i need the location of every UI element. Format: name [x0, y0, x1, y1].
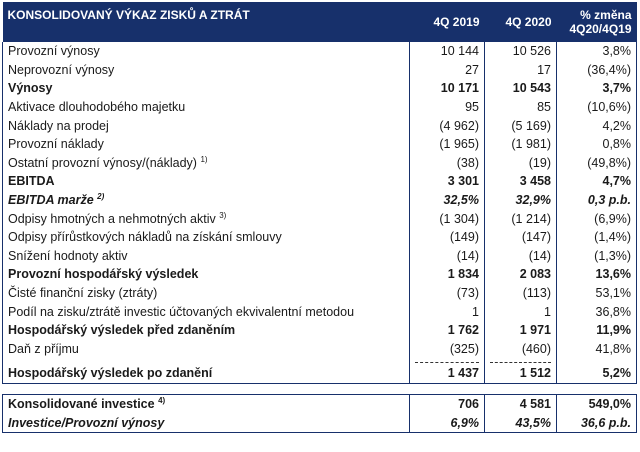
value-4q2020: 2 083 — [485, 265, 557, 284]
value-4q2020: (14) — [485, 247, 557, 266]
value-4q2020: (19) — [485, 154, 557, 173]
table-row — [3, 135, 637, 154]
value-4q2019: (149) — [410, 228, 485, 247]
table-row — [3, 209, 637, 228]
value-change: 4,7% — [557, 172, 637, 191]
row-label — [3, 413, 410, 432]
table-row — [3, 394, 637, 413]
value-change: 13,6% — [557, 265, 637, 284]
value-4q2020: 10 543 — [485, 79, 557, 98]
col-header-4q2019: 4Q 2019 — [410, 2, 485, 42]
value-change: (10,6%) — [557, 98, 637, 117]
value-4q2020: 1 971 — [485, 321, 557, 340]
value-4q2019: 1 834 — [410, 265, 485, 284]
value-4q2019: (325) — [410, 340, 485, 359]
row-label — [3, 209, 410, 228]
row-label-text: Investice/Provozní výnosy — [8, 415, 165, 430]
value-change: 53,1% — [557, 284, 637, 303]
value-change: 0,3 p.b. — [557, 191, 637, 210]
value-4q2020: (1 214) — [485, 209, 557, 228]
col-header-change-line2: 4Q20/4Q19 — [569, 22, 632, 36]
value-4q2019: 3 301 — [410, 172, 485, 191]
value-change: 3,8% — [557, 42, 637, 61]
value-4q2020: (113) — [485, 284, 557, 303]
row-label-text: Podíl na zisku/ztrátě investic účtovaných ekvivalentní metodou — [8, 304, 355, 319]
footnote-marker: 1) — [200, 154, 208, 164]
row-label-text: Snížení hodnoty aktiv — [8, 248, 128, 263]
row-label-text: Hospodářský výsledek před zdaněním — [8, 323, 236, 338]
value-4q2020: 3 458 — [485, 172, 557, 191]
value-4q2020: (1 981) — [485, 135, 557, 154]
value-4q2020: 85 — [485, 98, 557, 117]
row-label-text: Neprovozní výnosy — [8, 62, 115, 77]
value-change: (1,4%) — [557, 228, 637, 247]
value-change: (1,3%) — [557, 247, 637, 266]
row-label-text: Provozní náklady — [8, 137, 104, 152]
table-row — [3, 247, 637, 266]
row-label — [3, 247, 410, 266]
value-4q2020: 4 581 — [485, 394, 557, 413]
row-label-text: Odpisy přírůstkových nákladů na získání smlouvy — [8, 230, 282, 245]
row-label — [3, 116, 410, 135]
value-4q2019: 95 — [410, 98, 485, 117]
row-label-text: Daň z příjmu — [8, 341, 79, 356]
table-row — [3, 42, 637, 61]
table-row — [3, 364, 637, 383]
row-label — [3, 172, 410, 191]
footnote-marker: 2) — [97, 191, 105, 201]
row-label-text: Čisté finanční zisky (ztráty) — [8, 286, 158, 301]
table-row — [3, 98, 637, 117]
row-label-text: EBITDA marže — [8, 193, 94, 208]
income-statement-table — [2, 2, 637, 384]
value-4q2019: 32,5% — [410, 191, 485, 210]
value-change: 11,9% — [557, 321, 637, 340]
col-header-4q2020: 4Q 2020 — [485, 2, 557, 42]
row-label — [3, 302, 410, 321]
row-label-text: Výnosy — [8, 81, 53, 96]
value-4q2019: 10 144 — [410, 42, 485, 61]
value-4q2019: (38) — [410, 154, 485, 173]
row-label — [3, 79, 410, 98]
value-4q2020: (147) — [485, 228, 557, 247]
table-row — [3, 302, 637, 321]
table-row — [3, 340, 637, 359]
value-4q2019: 6,9% — [410, 413, 485, 432]
value-change: 41,8% — [557, 340, 637, 359]
value-change: (6,9%) — [557, 209, 637, 228]
value-change: 3,7% — [557, 79, 637, 98]
footnote-marker: 4) — [158, 395, 166, 405]
value-change: 36,8% — [557, 302, 637, 321]
row-label-text: EBITDA — [8, 174, 55, 189]
investment-table — [2, 394, 637, 433]
table-row — [3, 154, 637, 173]
value-4q2019: 1 — [410, 302, 485, 321]
col-header-change-line1: % změna — [580, 8, 632, 22]
row-label — [3, 284, 410, 303]
table-row — [3, 172, 637, 191]
value-change: (49,8%) — [557, 154, 637, 173]
table-row — [3, 413, 637, 432]
value-4q2020: 43,5% — [485, 413, 557, 432]
table-row — [3, 284, 637, 303]
value-change: 4,2% — [557, 116, 637, 135]
row-label-text: Ostatní provozní výnosy/(náklady) — [8, 155, 197, 170]
table-row — [3, 191, 637, 210]
value-4q2020: 10 526 — [485, 42, 557, 61]
col-header-change — [557, 2, 637, 42]
row-label — [3, 42, 410, 61]
value-4q2020: (460) — [485, 340, 557, 359]
row-label-text: Hospodářský výsledek po zdanění — [8, 366, 213, 381]
value-4q2019: 27 — [410, 61, 485, 80]
value-4q2019: (73) — [410, 284, 485, 303]
value-4q2019: 1 437 — [410, 364, 485, 383]
value-4q2020: 1 512 — [485, 364, 557, 383]
row-label — [3, 321, 410, 340]
table-row — [3, 265, 637, 284]
row-label — [3, 98, 410, 117]
value-4q2019: 1 762 — [410, 321, 485, 340]
table-row — [3, 79, 637, 98]
table-header — [3, 2, 637, 42]
row-label — [3, 228, 410, 247]
row-label-text: Aktivace dlouhodobého majetku — [8, 100, 186, 115]
table-row — [3, 61, 637, 80]
value-4q2019: 10 171 — [410, 79, 485, 98]
value-change: 549,0% — [557, 394, 637, 413]
row-label — [3, 340, 410, 359]
row-label-text: Náklady na prodej — [8, 118, 109, 133]
income-statement — [2, 2, 636, 433]
value-change: 36,6 p.b. — [557, 413, 637, 432]
value-4q2020: 32,9% — [485, 191, 557, 210]
table-body — [3, 42, 637, 383]
table-row — [3, 321, 637, 340]
table-title: KONSOLIDOVANÝ VÝKAZ ZISKŮ A ZTRÁT — [3, 2, 410, 42]
row-label-text: Odpisy hmotných a nehmotných aktiv — [8, 211, 216, 226]
row-label — [3, 364, 410, 383]
value-4q2020: 1 — [485, 302, 557, 321]
value-4q2019: (1 965) — [410, 135, 485, 154]
value-4q2019: 706 — [410, 394, 485, 413]
row-label — [3, 265, 410, 284]
value-4q2019: (4 962) — [410, 116, 485, 135]
row-label — [3, 154, 410, 173]
table-row — [3, 116, 637, 135]
value-4q2020: (5 169) — [485, 116, 557, 135]
row-label-text: Provozní výnosy — [8, 44, 100, 59]
row-label — [3, 394, 410, 413]
table-row — [3, 228, 637, 247]
value-change: 0,8% — [557, 135, 637, 154]
row-label-text: Konsolidované investice — [8, 396, 155, 411]
row-label — [3, 135, 410, 154]
investment-body — [3, 394, 637, 432]
row-label — [3, 191, 410, 210]
value-4q2020: 17 — [485, 61, 557, 80]
footnote-marker: 3) — [219, 210, 227, 220]
row-label-text: Provozní hospodářský výsledek — [8, 267, 199, 282]
value-change: 5,2% — [557, 364, 637, 383]
value-change: (36,4%) — [557, 61, 637, 80]
value-4q2019: (1 304) — [410, 209, 485, 228]
value-4q2019: (14) — [410, 247, 485, 266]
row-label — [3, 61, 410, 80]
